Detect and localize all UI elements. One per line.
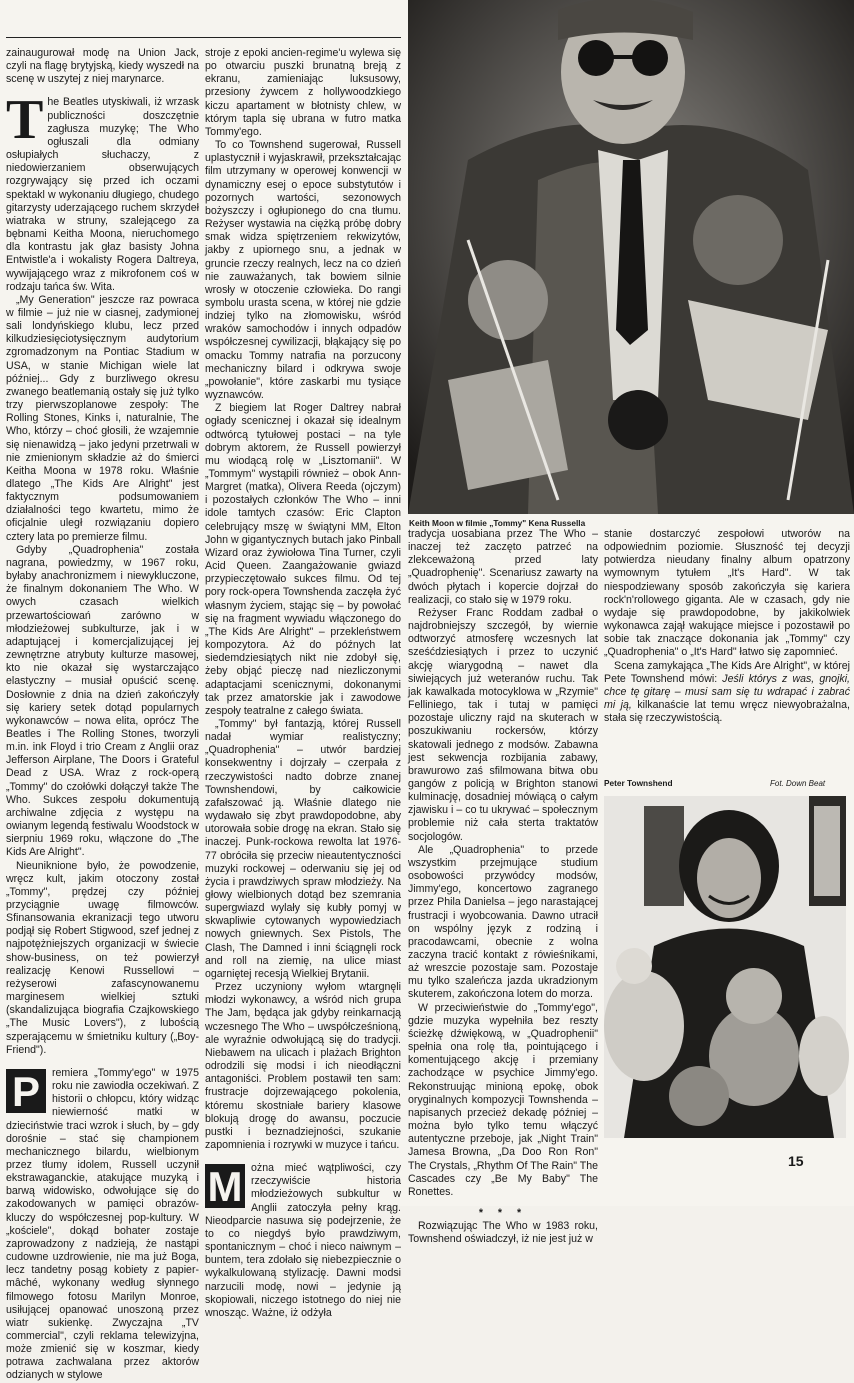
text-column-4 bbox=[604, 528, 850, 768]
paragraph: zainaugurował modę na Union Jack, czyli na flagę brytyjską, kiedy wyszedł na scenę w uszytej z niej marynarce. bbox=[6, 47, 199, 86]
quote-text: Jeśli którys z was, gnojki, chce tę gitarę – musi sam się tu wdrapać i zabrać mi ją, bbox=[604, 672, 850, 712]
photo-pete-townshend bbox=[604, 796, 846, 1138]
photo-keith-moon-image bbox=[408, 0, 854, 514]
paragraph-text: ożna mieć wątpliwości, czy rzeczywiście historia młodzieżowych subkultur w Anglii zatoczyła pełny krąg. Nieodparcie nasuwa się podejrzenie, że to co niegdyś było prawdziwym, spontanicznym – choć i nieco naiwnym – buntem, tera zdołało się niebezpiecznie o wykalkulowaną stylizację. Dawni modsi narzucili modę, nowi – jedynie ją skopiowali, niczego istotnego do niej nie wnosząc. Ważne, iż odżyła bbox=[205, 1162, 401, 1319]
paragraph: W przeciwieństwie do „Tommy'ego", gdzie muzyka wypełniła bez reszty ścieżkę dźwiękową, w „Quadrophenii" spełnia ona rolę tła, pointującego i komentującego akcję i przemiany zachodzące w psychice Jimmy'ego. Rekonstruując minioną epokę, obok oryginalnych kompozycji Townshenda – napisanych przecież dekadę później – można było tylko temu włączyć autentyczne przeboje, jak „Night Train" Jamesa Browna, „Da Doo Ron Ron" The Crystals, „Rhythm Of The Rain" The Cascades czy „Be My Baby" The Ronettes. bbox=[408, 1001, 598, 1198]
paragraph-beatles bbox=[6, 89, 199, 293]
paragraph: stroje z epoki ancien-regime'u wylewa się po otwarciu puszki brunatną breją z ekranu, zamieniając luksusowy, przesiony żywcem z hollywoodzkiego kiczu apartament w błotnisty chlew, w którym tapla się ubrana w futro matka Tommy'ego. bbox=[205, 47, 401, 138]
text-column-3 bbox=[408, 528, 598, 1246]
paragraph: „Tommy" był fantazją, której Russell nadał wymiar realistyczny; „Quadrophenia" – utwór bardziej konsekwentny i dojrzały – czerpała z rzeczywistości nadto dobrze znanej Townshendowi, by całkowicie zafałszować ją. Właśnie dlatego nie wydawało się zbyt prawdopodobne, aby utorowała sobie drogę na ekran. Stało się inaczej. Punk-rockowa rewolta lat 1976-77 obróciła się przeciw nieautentyczności muzyki rockowej – oderwaniu się jej od życia i prawdziwych spraw młodzieży. Na głowy wielbionych dotąd bez szemrania supergwiazd wylały się kubły pomyj w skwapliwie cytowanych wypowiedziach nowych gniewnych. Sex Pistols, The Clash, The Damned i inni ściągnęli rock and roll na ziemię, na ulice miast ogarniętej recesją Wielkiej Brytanii. bbox=[205, 717, 401, 980]
paragraph: „My Generation" jeszcze raz powraca w filmie – już nie w ciasnej, zadymionej sali londyńskiego klubu, lecz przed kilkudziesięciotysięcznym audytorium zgromadzonym na Pontiac Stadium w USA, w stanie Michigan wiele lat później... Gdy z burzliwego okresu zwanego beatlemanią ostały się już tylko trzy pierwszoplanowe zespoły: The Rolling Stones, Kinks i, naturalnie, The Who, którzy – choć głosili, że wzajemnie się nienawidzą – jako jedyni przetrwali w nie zmienionym składzie aż do śmierci Keitha Moona w 1978 roku. Właśnie dlatego „The Kids Are Alright" jest faktycznym podsumowaniem działalności tego kwartetu, mimo że oficjalnie uległ rozwiązaniu dopiero cztery lata po premierze filmu. bbox=[6, 293, 199, 543]
drop-cap: M bbox=[205, 1164, 245, 1208]
paragraph-text: he Beatles utyskiwali, iż wrzask publiczności doszczętnie zagłusza muzykę; The Who ogłuszali dla odmiany osłupiałych słuchaczy, z niedowierzaniem obserwujących rozgrywający się przed ich oczami spektakl w wykonaniu długiego, chudego gitarzysty uderzającego ruchem skrzydeł wiatraka w struny, szalejącego za bębnami Keitha Moona, nieruchomego dla kontrastu jak głaz basisty Johna Entwistle'a i wokalisty Rogera Daltreya, wywijającego wraz z mikrofonem coś w rodzaju tańca św. Wita. bbox=[6, 96, 199, 293]
paragraph-premiere bbox=[6, 1067, 199, 1383]
paragraph-text-end: kilkanaście lat temu wręcz niewyobrażalna, stała się rzeczywistością. bbox=[604, 699, 850, 725]
photo-caption-townshend: Peter Townshend bbox=[604, 778, 673, 788]
top-rule bbox=[6, 37, 401, 38]
photo-pete-townshend-image bbox=[604, 796, 846, 1138]
paragraph-text: Scena zamykająca „The Kids Are Alright", w której Pete Townshend mówi: bbox=[604, 659, 850, 685]
section-separator: * * * bbox=[478, 1206, 528, 1219]
paragraph: Rozwiązując The Who w 1983 roku, Townshend oświadczył, iż nie jest już w bbox=[408, 1220, 598, 1246]
paragraph: Z biegiem lat Roger Daltrey nabrał ogłady scenicznej i okazał się idealnym odtwórcą tytułowej postaci – na tyle dobrym aktorem, że Russell powierzył mu wiodącą rolę w „Lisztomanii". W „Tommym" wystąpili również – obok Ann-Margret (matka), Olivera Reeda (ojczym) i pozostałych członków The Who – inni idole tamtych czasów: Eric Clapton celebrujący mszę w świątyni MM, Elton John w gigantycznych butach jako Pinball Wizard oraz żywiołowa Tina Turner, czyli Acid Queen. Zaangażowanie gwiazd przypieczętowało sukces filmu. Od tej pory rock-opera Townshenda zaczęła żyć własnym życiem, stając się – by powołać się na fragment wywiadu włączonego do „The Kids Are Alright" – przekleństwem kompozytora. Aż do późnych lat siedemdziesiątych nikt nie zdobył się, żeby objąć pieczę nad niezliczonymi adaptacjami scenicznymi, dokonanymi tak przez amatorskie jak i zawodowe zespoły teatralne z całego świata. bbox=[205, 402, 401, 717]
photo-caption-keith-moon: Keith Moon w filmie „Tommy" Kena Russella bbox=[409, 518, 586, 528]
paragraph: Nieuniknione było, że powodzenie, wręcz kult, jakim otoczony został „Tommy", prędzej czy później przyciągnie uwagę filmowców. Sfinansowania ekranizacji tego utworu podjął się Robert Stigwood, szef jednej z najpotężniejszych organizacji w świecie show-business, on też powierzył realizację Kenowi Russellowi – reżyserowi zafascynowanemu marginesem wielkiej sztuki (skandalizująca biografia Czajkowskiego „The Music Lovers"), z lubością szperającemu w śmietniku kultury („Boy-Friend"). bbox=[6, 859, 199, 1056]
paragraph: Ale „Quadrophenia" to przede wszystkim przejmujące studium osobowości przywódcy modsów, Jimmy'ego, koncertowo zagranego przez Phila Danielsa – jego narastającej frustracji i wyobcowania. Dawno utracił on wspólny język z rodziną i pracodawcami, obecnie z wolna zaczyna tracić kontakt z rówieśnikami, aż wreszcie pozostaje sam. Pozostaje mu tylko szaleńcza jazda ukradzionym skuterem, zakończona lotem do morza. bbox=[408, 843, 598, 1001]
paragraph: Gdyby „Quadrophenia" została nagrana, powiedzmy, w 1967 roku, byłaby anachronizmem i niewykluczone, że finalnym dokonaniem The Who. W owych czasach wielkich przewartościowań zarówno w młodzieżowej subkulturze, jak i w adaptującej i komercjalizującej jej zewnętrzne atrybuty kulturze masowej, kto nie okazał się wystarczająco elastyczny – musiał opuścić scenę. Dosłownie z dnia na dzień zakończyły się kariery setek dotąd popularnych wykonawców – nowa elita, oprócz The Beatles i The Rolling Stones, tworzyli m.in. ink Floyd i trio Cream z Anglii oraz Jefferson Airplane, The Doors i Grateful Dead z USA. Wraz z rock-operą „Tommy" do czołówki dołączył także The Who. Sukces zespołu dokumentują archiwalne zdjęcia z występu na owianym legendą festiwalu Woodstock w sierpniu 1969 roku, włączone do „The Kids Are Alright". bbox=[6, 543, 199, 859]
text-column-2 bbox=[205, 47, 401, 1319]
paragraph: tradycja uosabiana przez The Who – inaczej też zaczęto patrzeć na zlekceważoną przed laty „Quadrophenię". Scenariusz zawarty na dwóch płytach i kopercie dojrzał do realizacji, co stało się w 1979 roku. bbox=[408, 528, 598, 606]
drop-cap: P bbox=[6, 1069, 46, 1113]
paragraph: To co Townshend sugerował, Russell uplastycznił i wyjaskrawił, przekształcając film utrzymany w operowej konwencji w dynamiczny esej o epoce substytutów i pozornych wartości, sezonowych bożyszczy i ogłupionego do cna tłumu. Reżyser wystawia na ciężką próbę dobry smak widza spiętrzeniem rekwizytów, jakby z upiornego snu, a jednak w gruncie rzeczy realnych, lecz na co dzień nie zauważanych, tak bowiem silnie wrosły w otoczenie człowieka. Do rangi symbolu urasta scena, w której nie gdzie indziej tylko na złomowisku, wśród wraków samochodów i innych odpadów współczesnej cywilizacji, błąkający się po omacku Tommy natrafia na porzucony mechaniczny bilard i odkrywa swoje „powołanie", które zaskarbi mu tysiące wyznawców. bbox=[205, 139, 401, 402]
paragraph: stanie dostarczyć zespołowi utworów na odpowiednim poziomie. Słuszność tej decyzji potwierdza nieudany finalny album opatrzony wymownym tytułem „It's Hard". W tak niespodziewany sposób zakończyła się kariera rock'n'rollowego giganta. Ale w czasach, gdy nie wydaje się prawdopodobne, by jakikolwiek wykonawca zajął wakujące miejsce i pozostawił po sobie tak znaczące dokonania jak „Tommy" czy „Quadrophenia" o „It's Hard" łatwo się zapomnieć. bbox=[604, 528, 850, 659]
text-column-1 bbox=[6, 47, 199, 1382]
paragraph: Przez uczyniony wyłom wtargnęli młodzi wykonawcy, a wśród nich grupa The Jam, będąca jak gdyby reinkarnacją wczesnego The Who – uwspółcześnioną, ale wyraźnie odwołującą się do tradycji. Niebawem na ulicach i plażach Brighton odrodzili się modsi i ich nieodłączni antagoniści. Problem postawił ten sam: frustracje dojrzewającego pokolenia, któremu skostniałe bariery klasowe blokują drogę do awansu, poczucie pustki i beznadziejności, szukanie zapomnienia i rozrywki w muzyce i tańcu. bbox=[205, 981, 401, 1151]
photo-credit: Fot. Down Beat bbox=[770, 779, 826, 788]
drop-cap: T bbox=[6, 89, 44, 152]
paragraph-text: remiera „Tommy'ego" w 1975 roku nie zawiodła oczekiwań. Z historii o chłopcu, który widząc niewierność matki w dzieciństwie traci wzrok i słuch, by – gdy dorośnie – stać się championem mechanicznego bilardu, wielbionym przez tłumy idolem, Russell uczynił ekstrawaganckie, atakujące muzyką i barwą widowisko, odwołujące się do zakodowanych w pamięci obrazów-kluczy do współczesnej pop-kultury. W „kościele", dokąd bohater zostaje zaprowadzony z nadzieją, że nastąpi cudowne uzdrowienie, nie ma już Boga, lecz tandetny posąg kobiety z papier-mâché, wykonany według słynnego filmowego fotosu Marilyn Monroe, usiłującej opanować unoszoną przez wiatr sukienkę. Zwyczajna „TV commercial", czyli reklama telewizyjna, może zmienić się w koszmar, kiedy potrawa zachwalana przez aktorów odzianych w stylowe bbox=[6, 1066, 199, 1382]
paragraph-mozna bbox=[205, 1162, 401, 1320]
page-number: 15 bbox=[788, 1153, 804, 1169]
photo-keith-moon bbox=[408, 0, 854, 514]
paragraph-closing-scene bbox=[604, 660, 850, 726]
paragraph: Reżyser Franc Roddam zadbał o najdrobniejszy szczegół, by wiernie odtworzyć atmosferę wczesnych lat sześćdziesiątych i przez to uczynić akcję wiarygodną – nawet dla siwiejących już weteranów ruchu. Tak jak kawalkada motocyklowa w „Rzymie" Felliniego, tak i tutaj w pamięci pozostaje uliczny rajd na skuterach w poszukiwaniu rockersów, którzy skatowali jednego z modsów. Zabawna jest sekwencja rozbijania zabawy, brawurowo zaś sfilmowana bitwa obu gangów z policją w Brighton stanowi kulminację, dosadniej mówiącą o całym zjawisku i – co tu ukrywać – społecznym problemie niż cała sterta traktatów socjologów. bbox=[408, 606, 598, 843]
